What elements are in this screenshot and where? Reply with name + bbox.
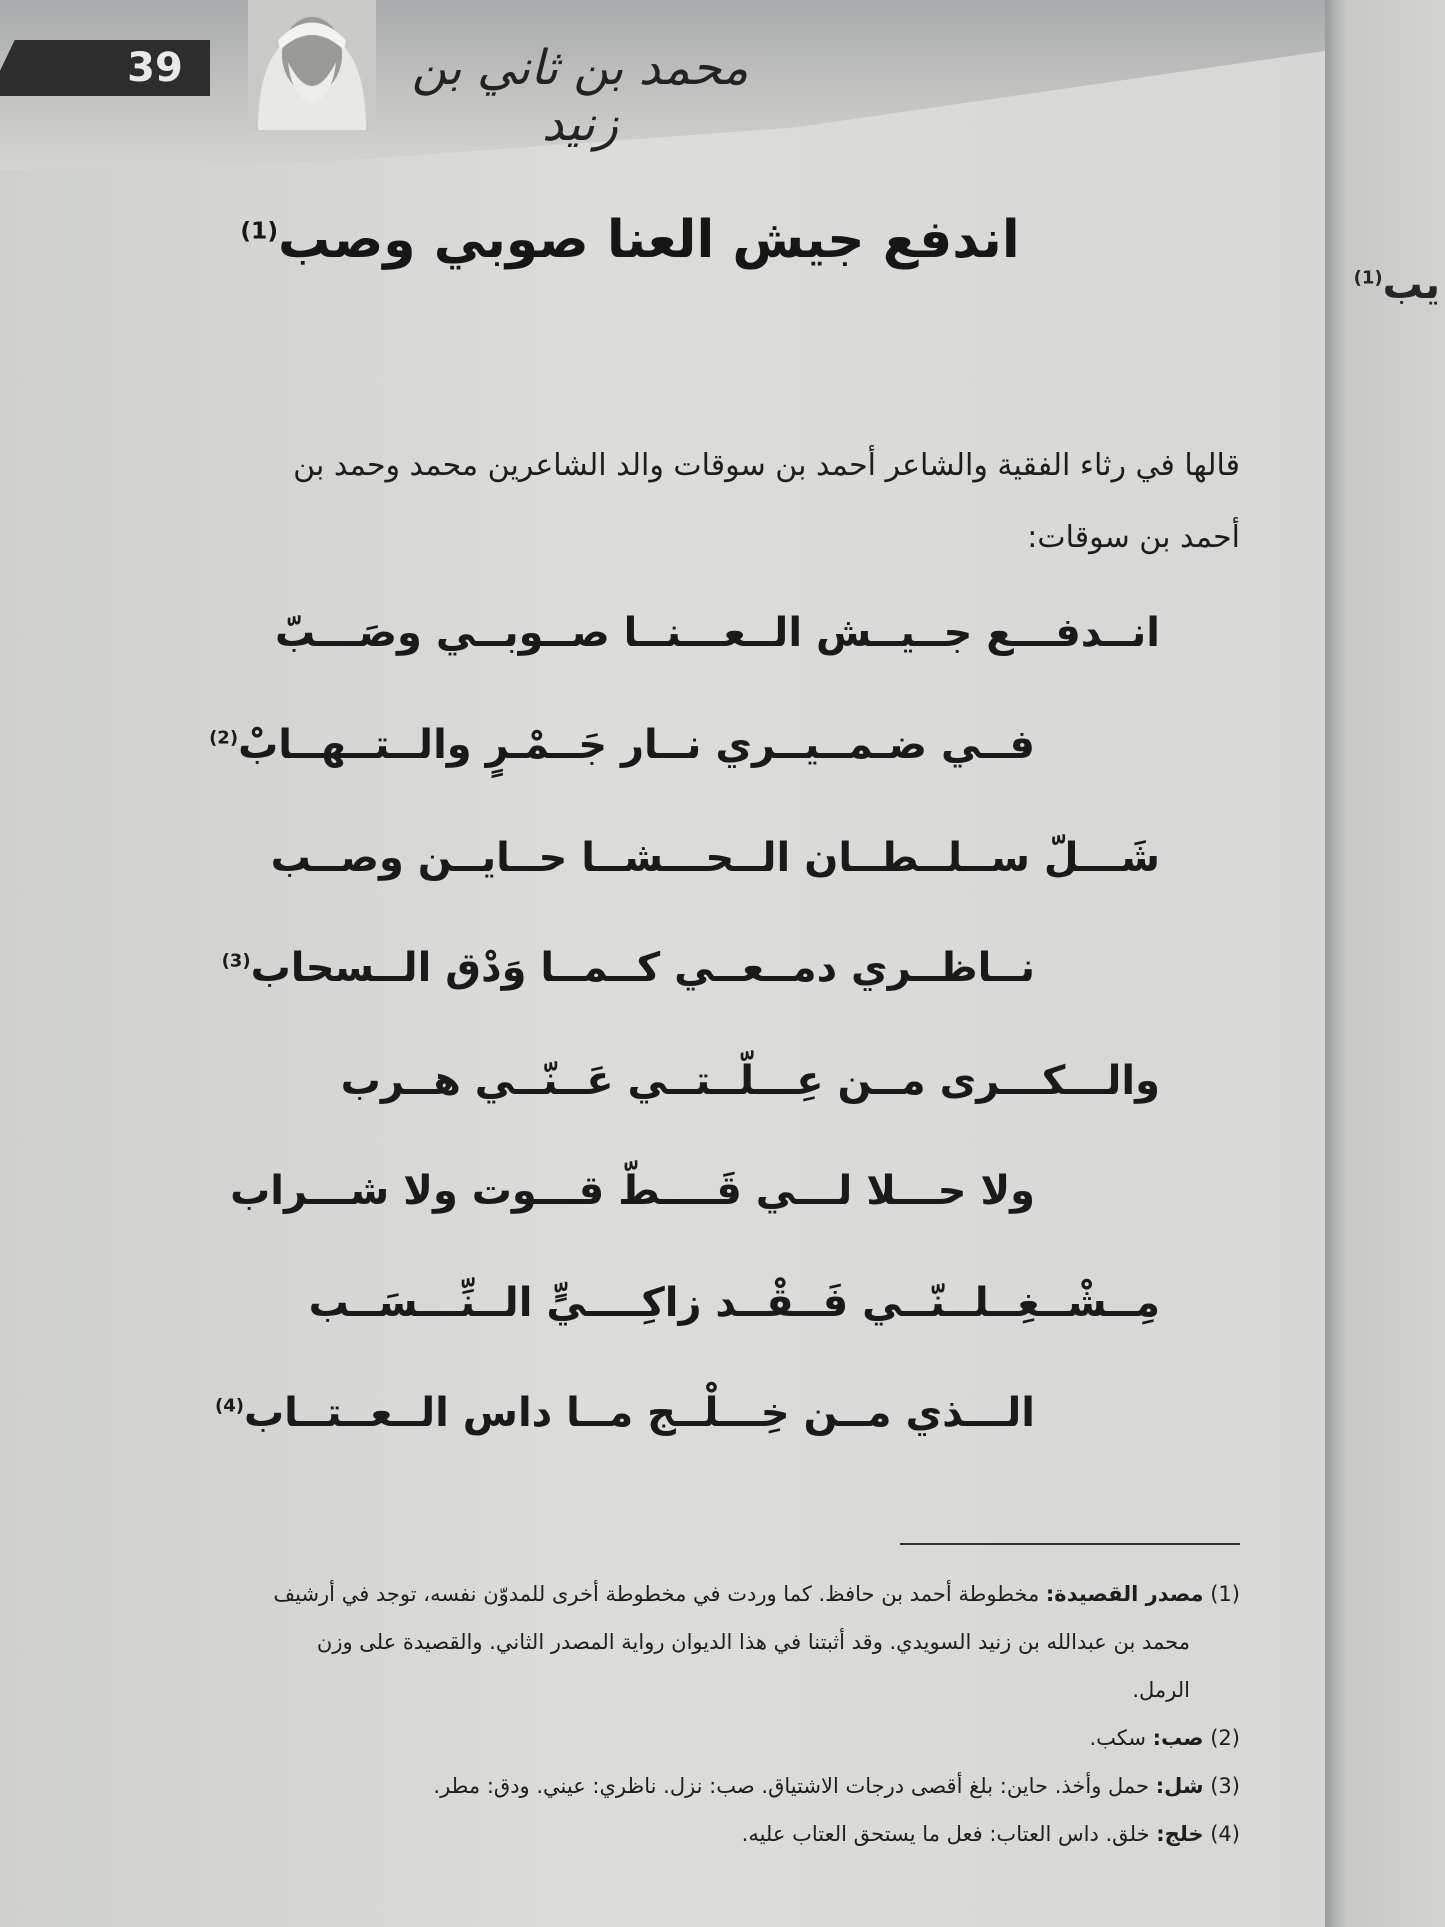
footnotes xyxy=(100,1570,1240,1858)
footnote-number: (1) xyxy=(1210,1582,1240,1606)
verse-note: (2) xyxy=(209,727,239,749)
footnote xyxy=(100,1714,1240,1762)
verse-second-hemistich xyxy=(215,1390,1035,1436)
verse-text: ولا حـــلا لـــي قَــــطّ قـــوت ولا شـــراب xyxy=(230,1168,1035,1214)
footnote-number: (3) xyxy=(1210,1774,1240,1798)
poem-title-text: اندفع جيش العنا صوبي وصب xyxy=(278,210,1020,270)
verse-first-hemistich: انــدفـــع جــيــش الــعـــنــا صــوبــي وصَـــبّ xyxy=(275,610,1160,656)
verse-note: (4) xyxy=(214,1395,244,1417)
verse-first-hemistich: شَـــلّ ســلــطــان الــحـــشــا حــايــن وصــب xyxy=(270,835,1160,881)
intro-line: أحمد بن سوقات: xyxy=(1027,520,1240,555)
footnote-continuation xyxy=(100,1666,1240,1714)
intro-line: قالها في رثاء الفقية والشاعر أحمد بن سوقات والد الشاعرين محمد وحمد بن xyxy=(293,448,1240,483)
footnote-text: الرمل. xyxy=(1132,1678,1190,1702)
footnote-term: شل: xyxy=(1155,1774,1204,1798)
fragment-text: يب xyxy=(1382,262,1440,308)
footnote xyxy=(100,1570,1240,1618)
footnote-divider xyxy=(900,1543,1240,1545)
footnote-number: (2) xyxy=(1210,1726,1240,1750)
footnote-text: مخطوطة أحمد بن حافظ. كما وردت في مخطوطة أخرى للمدوّن نفسه، توجد في أرشيف xyxy=(273,1582,1046,1606)
intro-paragraph xyxy=(100,430,1240,574)
footnote-term: صب: xyxy=(1152,1726,1204,1750)
footnote-text: سكب. xyxy=(1089,1726,1153,1750)
verse-first-hemistich: مِــشْــغِــلــنّــي فَــقْــد زاكِــــيٍّ الــنِّـــسَــب xyxy=(308,1280,1160,1326)
footnote-term: مصدر القصيدة: xyxy=(1045,1582,1204,1606)
verse-text: فــي ضـمــيــري نــار جَــمْـرٍ والــتــهــابْ xyxy=(238,722,1035,768)
page-number: 39 xyxy=(127,45,183,91)
verse-second-hemistich xyxy=(209,722,1035,768)
poem-title xyxy=(200,210,1060,270)
adjacent-page-edge xyxy=(1325,0,1445,1927)
footnote xyxy=(100,1810,1240,1858)
footnote xyxy=(100,1762,1240,1810)
footnote-continuation xyxy=(100,1618,1240,1666)
poem-title-note: (1) xyxy=(240,216,279,245)
footnote-text: حمل وأخذ. حاين: بلغ أقصى درجات الاشتياق. صب: نزل. ناظري: عيني. ودق: مطر. xyxy=(433,1774,1156,1798)
adjacent-page-title-fragment xyxy=(1345,262,1440,308)
verse-second-hemistich xyxy=(222,945,1035,991)
verse-note: (3) xyxy=(221,950,251,972)
footnote-number: (4) xyxy=(1210,1822,1240,1846)
footnote-text: محمد بن عبدالله بن زنيد السويدي. وقد أثبتنا في هذا الديوان رواية المصدر الثاني. والقصيدة على وزن xyxy=(316,1630,1190,1654)
author-portrait xyxy=(248,0,376,130)
verse-text: الـــذي مــن خِـــلْــج مــا داس الــعــتــاب xyxy=(243,1390,1035,1436)
footnote-term: خلج: xyxy=(1156,1822,1204,1846)
verse-first-hemistich: والـــكـــرى مــن عِـــلّــتــي عَــنّــي هــرب xyxy=(340,1058,1160,1104)
fragment-note: (1) xyxy=(1353,267,1383,289)
verse-text: نــاظــري دمــعــي كــمــا وَدْق الــسحاب xyxy=(250,945,1035,991)
footnote-text: خلق. داس العتاب: فعل ما يستحق العتاب عليه. xyxy=(741,1822,1157,1846)
running-title: محمد بن ثاني بن زنيد xyxy=(411,40,749,152)
verse-second-hemistich xyxy=(230,1168,1035,1214)
